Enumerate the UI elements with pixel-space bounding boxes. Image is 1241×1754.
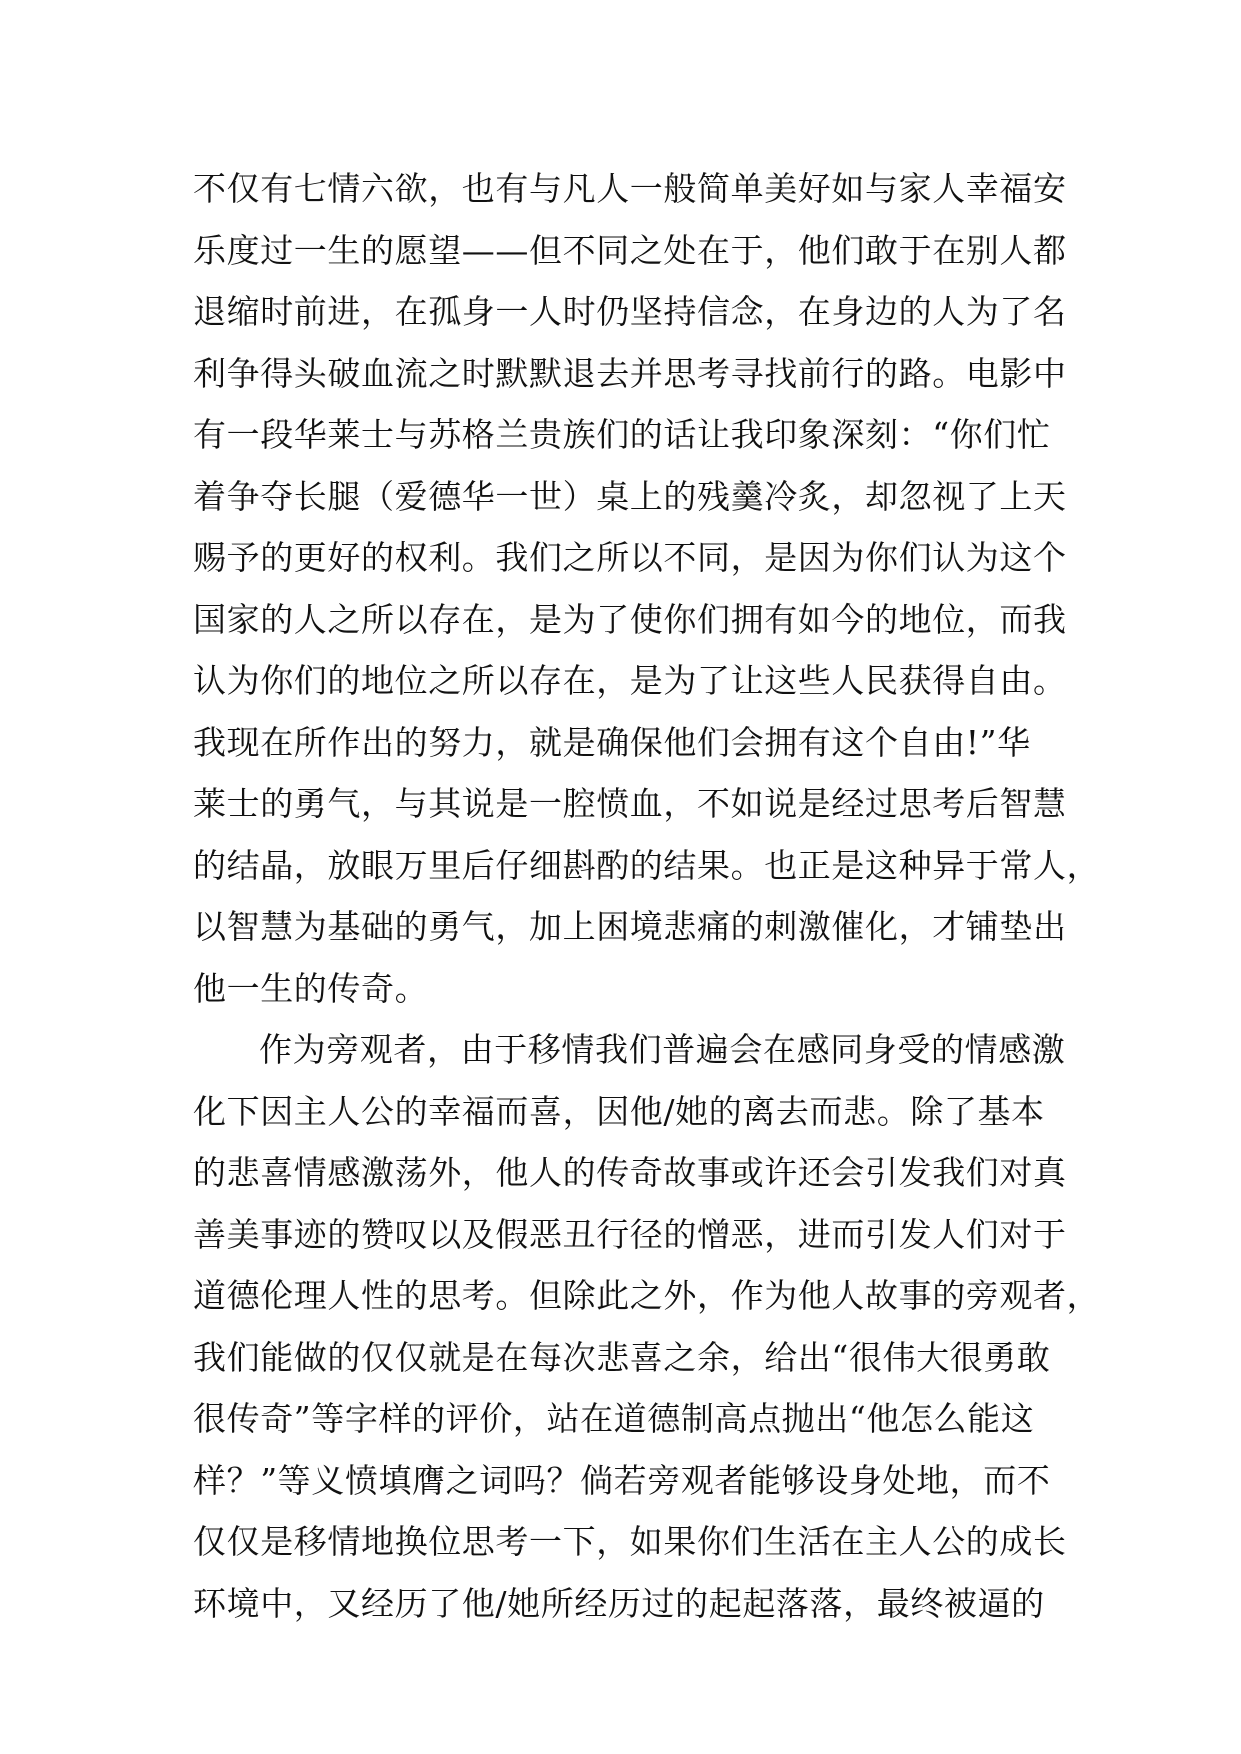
text-line: 着争夺长腿（爱德华一世）桌上的残羹冷炙，却忽视了上天 xyxy=(193,476,1067,516)
text-line: 善美事迹的赞叹以及假恶丑行径的憎恶，进而引发人们对于 xyxy=(193,1214,1067,1254)
text-line: 赐予的更好的权利。我们之所以不同，是因为你们认为这个 xyxy=(193,538,1067,577)
body-text xyxy=(193,158,1101,1634)
text-line: 他一生的传奇。 xyxy=(193,968,429,1008)
text-line: 很传奇”等字样的评价，站在道德制高点抛出“他怎么能这 xyxy=(193,1399,1035,1438)
text-line: 有一段华莱士与苏格兰贵族们的话让我印象深刻：“你们忙 xyxy=(193,415,1051,454)
text-line: 我现在所作出的努力，就是确保他们会拥有这个自由!”华 xyxy=(193,722,1031,762)
text-line: 的结晶，放眼万里后仔细斟酌的结果。也正是这种异于常人， xyxy=(193,845,1101,885)
text-line: 环境中，又经历了他/她所经历过的起起落落，最终被逼的 xyxy=(193,1583,1045,1623)
text-line: 利争得头破血流之时默默退去并思考寻找前行的路。电影中 xyxy=(193,353,1067,393)
text-line: 仅仅是移情地换位思考一下，如果你们生活在主人公的成长 xyxy=(193,1522,1067,1561)
text-line: 认为你们的地位之所以存在，是为了让这些人民获得自由。 xyxy=(193,661,1067,700)
paragraph-start-line: 作为旁观者，由于移情我们普遍会在感同身受的情感激 xyxy=(259,1030,1066,1069)
text-line: 乐度过一生的愿望——但不同之处在于，他们敢于在别人都 xyxy=(193,230,1067,270)
text-line: 莱士的勇气，与其说是一腔愤血，不如说是经过思考后智慧 xyxy=(193,784,1067,823)
text-line: 化下因主人公的幸福而喜，因他/她的离去而悲。除了基本 xyxy=(193,1091,1045,1131)
text-line: 样？”等义愤填膺之词吗？倘若旁观者能够设身处地，而不 xyxy=(193,1460,1051,1500)
text-line: 我们能做的仅仅就是在每次悲喜之余，给出“很伟大很勇敢 xyxy=(193,1337,1051,1377)
text-line: 退缩时前进，在孤身一人时仍坚持信念，在身边的人为了名 xyxy=(193,292,1067,331)
text-line: 不仅有七情六欲，也有与凡人一般简单美好如与家人幸福安 xyxy=(193,169,1067,208)
text-line: 道德伦理人性的思考。但除此之外，作为他人故事的旁观者， xyxy=(193,1276,1101,1315)
text-line: 的悲喜情感激荡外，他人的传奇故事或许还会引发我们对真 xyxy=(193,1153,1067,1192)
text-line: 国家的人之所以存在，是为了使你们拥有如今的地位，而我 xyxy=(193,599,1067,639)
text-line: 以智慧为基础的勇气，加上困境悲痛的刺激催化，才铺垫出 xyxy=(193,907,1067,946)
